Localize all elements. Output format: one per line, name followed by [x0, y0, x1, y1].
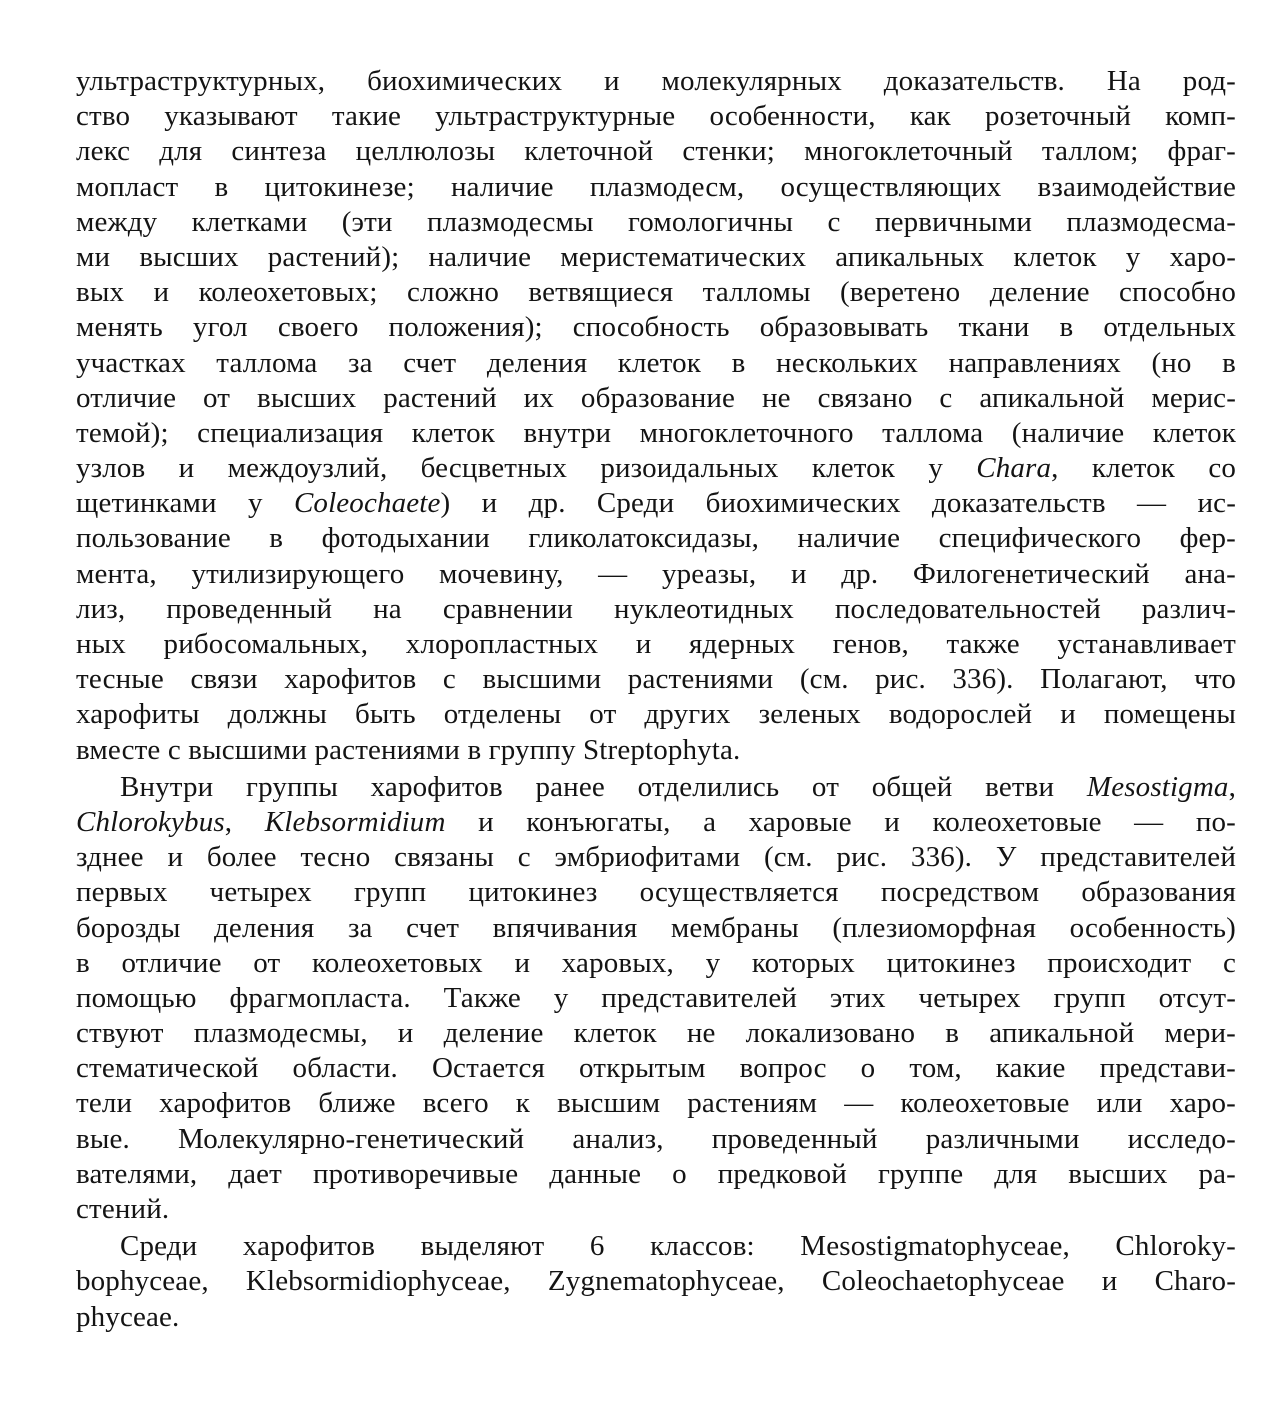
text-fragment: ,: [224, 805, 265, 838]
paragraph-1: [76, 64, 1236, 768]
text-line: [76, 805, 1236, 840]
text-line: тесные связи харофитов с высшими растениями (см. рис. 336). Полагают, что: [76, 663, 1236, 696]
text-line: bophyceae, Klebsormidiophyceae, Zygnematophyceae, Coleochaetophyceae и Charo-: [76, 1265, 1236, 1298]
genus-name: Klebsormidium: [264, 805, 446, 838]
genus-name: Mesostigma: [1086, 770, 1229, 803]
text-line: [76, 770, 1236, 805]
text-line: вые. Молекулярно-генетический анализ, проведенный различными исследо-: [76, 1122, 1236, 1155]
text-line: вместе с высшими растениями в группу Streptophyta.: [76, 733, 741, 766]
paragraph-3: [76, 1229, 1236, 1335]
text-fragment: , клеток со: [1051, 452, 1236, 485]
text-line: борозды деления за счет впячивания мембраны (плезиоморфная особенность): [76, 911, 1236, 944]
text-line: мента, утилизирующего мочевину, — уреазы, и др. Филогенетический ана-: [76, 557, 1236, 590]
text-line: между клетками (эти плазмодесмы гомологичны с первичными плазмодесма-: [76, 205, 1236, 238]
text-line: лиз, проведенный на сравнении нуклеотидных последовательностей различ-: [76, 592, 1236, 625]
text-line: ми высших растений); наличие меристематических апикальных клеток у харо-: [76, 240, 1236, 273]
text-line: в отличие от колеохетовых и харовых, у которых цитокинез происходит с: [76, 946, 1236, 979]
text-fragment: ,: [1228, 770, 1236, 803]
text-line: помощью фрагмопласта. Также у представителей этих четырех групп отсут-: [76, 981, 1236, 1014]
text-line: вых и колеохетовых; сложно ветвящиеся талломы (веретено деление способно: [76, 276, 1236, 309]
text-line: ство указывают такие ультраструктурные особенности, как розеточный комп-: [76, 100, 1236, 133]
text-line: менять угол своего положения); способность образовывать ткани в отдельных: [76, 311, 1236, 344]
text-line: мопласт в цитокинезе; наличие плазмодесм, осуществляющих взаимодействие: [76, 170, 1236, 203]
text-line: зднее и более тесно связаны с эмбриофитами (см. рис. 336). У представителей: [76, 841, 1236, 874]
paragraph-2: [76, 770, 1236, 1227]
text-line: участках таллома за счет деления клеток в нескольких направлениях (но в: [76, 346, 1236, 379]
text-line: вателями, дает противоречивые данные о предковой группе для высших ра-: [76, 1157, 1236, 1190]
text-line: [76, 451, 1236, 486]
text-fragment: щетинками у: [76, 487, 294, 520]
text-line: харофиты должны быть отделены от других зеленых водорослей и помещены: [76, 698, 1236, 731]
text-fragment: узлов и междоузлий, бесцветных ризоидальных клеток у: [76, 452, 977, 485]
text-line: стений.: [76, 1193, 170, 1225]
text-line: стематической области. Остается открытым вопрос о том, какие представи-: [76, 1052, 1236, 1085]
text-fragment: и конъюгаты, а харовые и колеохетовые — по-: [445, 805, 1236, 838]
text-line: phyceae.: [76, 1300, 180, 1333]
text-line: первых четырех групп цитокинез осуществляется посредством образования: [76, 876, 1236, 909]
genus-name: Chara: [976, 452, 1052, 485]
text-line: ствуют плазмодесмы, и деление клеток не локализовано в апикальной мери-: [76, 1017, 1236, 1050]
text-line: тели харофитов ближе всего к высшим растениям — колеохетовые или харо-: [76, 1087, 1236, 1120]
genus-name: Chlorokybus: [76, 805, 225, 838]
genus-name: Coleochaete: [293, 487, 441, 520]
text-line: Среди харофитов выделяют 6 классов: Mesostigmatophyceae, Chloroky-: [120, 1230, 1236, 1263]
document-page: [76, 64, 1236, 1335]
text-line: ультраструктурных, биохимических и молекулярных доказательств. На род-: [76, 65, 1236, 97]
text-fragment: Внутри группы харофитов ранее отделились от общей ветви: [120, 770, 1087, 803]
text-line: пользование в фотодыхании гликолатоксидазы, наличие специфического фер-: [76, 522, 1236, 555]
text-line: отличие от высших растений их образование не связано с апикальной мерис-: [76, 381, 1236, 414]
text-line: лекс для синтеза целлюлозы клеточной стенки; многоклеточный таллом; фраг-: [76, 135, 1236, 168]
text-line: [76, 486, 1236, 521]
text-line: темой); специализация клеток внутри многоклеточного таллома (наличие клеток: [76, 416, 1236, 449]
text-line: ных рибосомальных, хлоропластных и ядерных генов, также устанавливает: [76, 628, 1236, 660]
text-fragment: ) и др. Среди биохимических доказательств — ис-: [440, 487, 1236, 520]
